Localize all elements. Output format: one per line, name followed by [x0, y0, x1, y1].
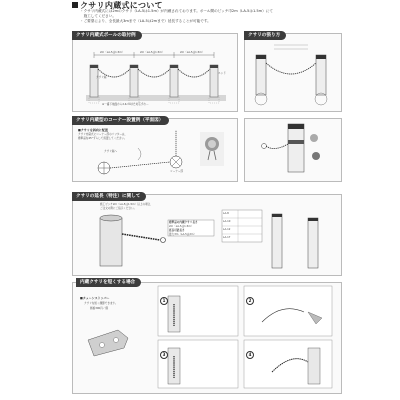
- model-la8: LA-8: [223, 212, 229, 215]
- step-1-number: [160, 287, 168, 306]
- step-2-label: 2: [246, 297, 254, 305]
- pole-example-note: ※一番下地面から2.4cmのため芯ずれ...: [102, 103, 149, 106]
- extension-note-2: ご注文の際にご指示ください。: [100, 207, 137, 210]
- extension-note-1: 施工ピッチ2m（LA-5は1.5m）以上の場合、: [100, 203, 153, 206]
- step-1-label: 1: [160, 297, 168, 305]
- model-la12: LA-12: [223, 228, 231, 231]
- title-bullet-icon: [72, 2, 78, 8]
- intro-line-2: 施工してください。: [80, 14, 116, 18]
- dim-label-2: 2m（LA-5は1.5m）: [140, 51, 165, 54]
- ext-length-label: 延長可能長さ: [169, 229, 185, 232]
- corner-diagram: [72, 118, 236, 180]
- pole-example-diagram: [72, 33, 236, 110]
- pole-example-header: クサリ内蔵式ポールの取付例: [72, 31, 142, 40]
- corner-note-1: ■クサリを斜向に配置: [78, 128, 108, 132]
- corner-chain-end-label: クサリ端へ: [104, 150, 117, 153]
- fitting-diagram: [244, 118, 340, 180]
- shorten-diagram: [72, 282, 340, 392]
- step-3-label: 3: [160, 351, 168, 359]
- std-chain-label: 標準品の内蔵クサリ長さ: [169, 221, 198, 224]
- model-la10: LA-10: [223, 220, 231, 223]
- step-2-number: [246, 287, 254, 306]
- dim-label-3: 2m（LA-5は1.5m）: [180, 51, 205, 54]
- shorten-header: 内蔵クサリを短くする場合: [76, 278, 141, 287]
- corner-note-2: クサリ内蔵式にコーナー部のリフターは、: [78, 133, 128, 136]
- ext-length-max: 最大3m（LA-5は2m）: [169, 233, 197, 236]
- intro-line-3: ・ご要望により、全長最大3mまで（LA-5は2mまで）延長することが可能です。: [80, 19, 211, 23]
- chain-hang-diagram: [244, 33, 340, 110]
- step-4-number: [246, 341, 254, 360]
- step-3-number: [160, 341, 168, 360]
- end-label: エンド: [218, 72, 226, 75]
- dim-label-1: 2m（LA-5は1.5m）: [100, 51, 125, 54]
- step-4-label: 4: [246, 351, 254, 359]
- stopper-title: ■チェーンストッパー: [80, 296, 110, 300]
- stopper-desc: クサリを短く調節できます。: [84, 302, 118, 305]
- page-title-text: クサリ内蔵式について: [80, 1, 163, 10]
- extension-header: クサリの延長（特注）に関して: [72, 192, 146, 201]
- extension-diagram: [72, 194, 340, 274]
- corner-header: クサリ内蔵型のコーナー設置例（平面図）: [72, 116, 169, 125]
- corner-note-3: 標準品を45°ずらして設置してください。: [78, 137, 127, 140]
- stopper-price: 価格300円／個: [90, 307, 108, 310]
- model-la17: LA-17: [223, 236, 231, 239]
- std-chain-length: 2m（LA-5は1.5m）: [169, 225, 194, 228]
- corner-pole-label: コーナー部: [170, 170, 183, 173]
- chain-end-label: クサリ端: [96, 76, 107, 79]
- intro-line-1: ・クサリ内蔵式には2mのクサリ（LA-5は1.5m）が内蔵されております。ポール間のピッチ巾2m（LA-5は1.5m）にて: [80, 9, 273, 13]
- chain-hang-header: クサリの張り方: [244, 31, 286, 40]
